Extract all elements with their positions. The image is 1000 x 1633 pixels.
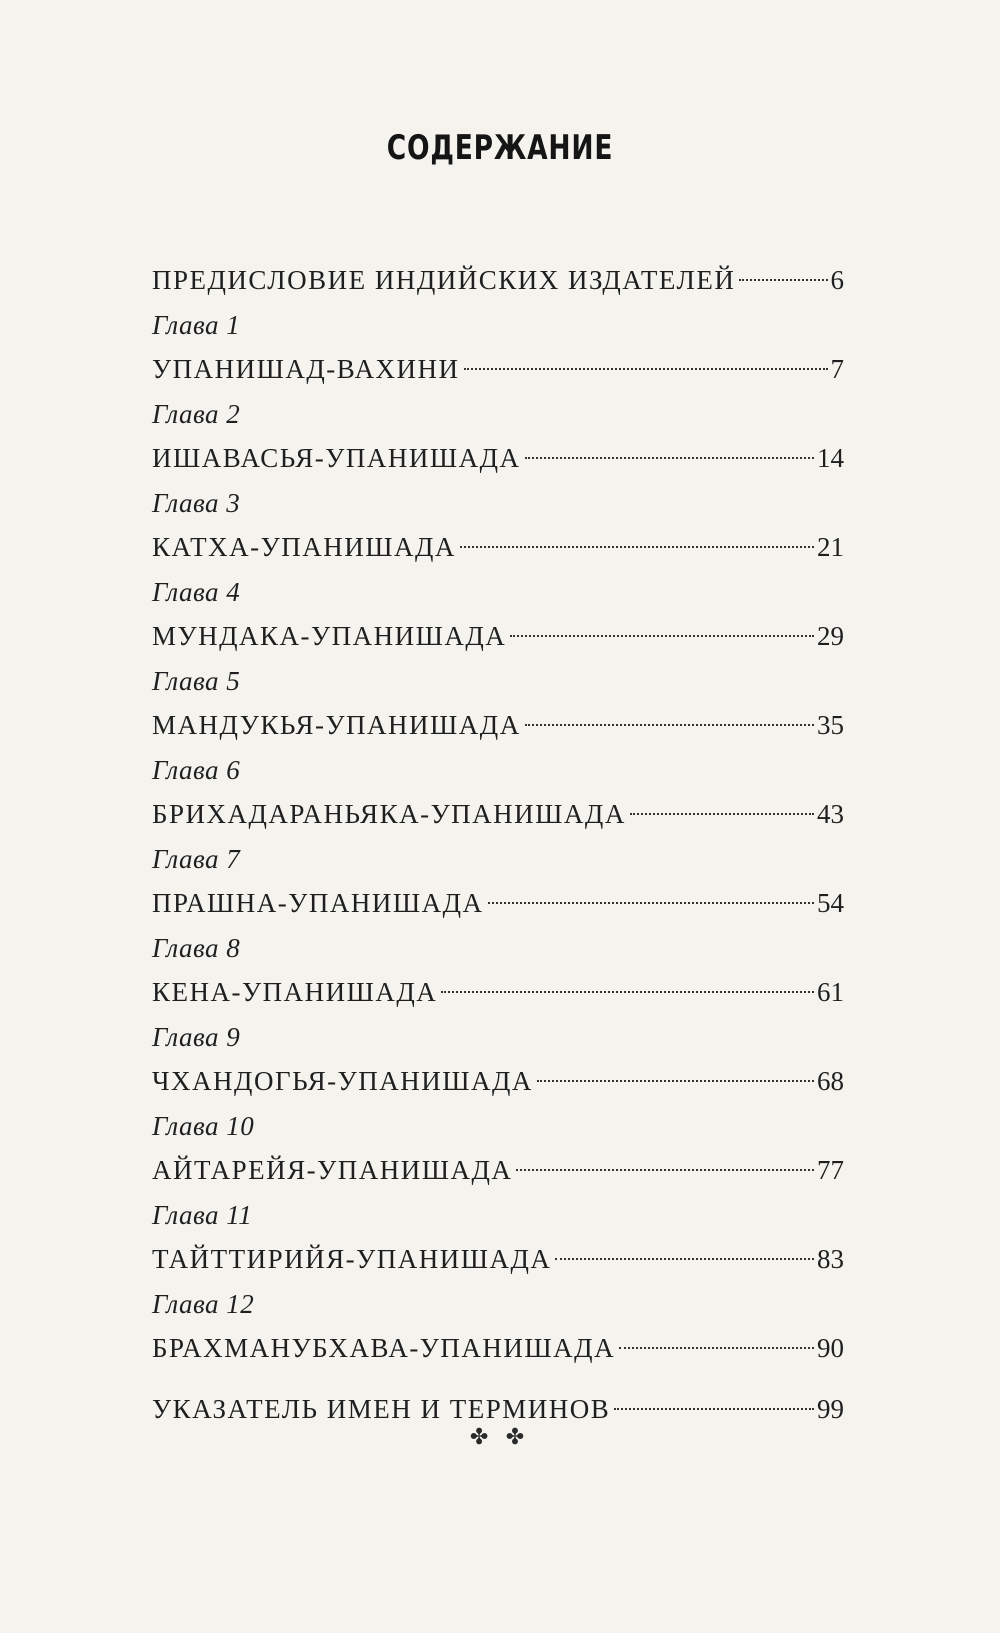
toc-entry-label: МАНДУКЬЯ-УПАНИШАДА xyxy=(152,710,521,740)
toc-entry-label: ПРАШНА-УПАНИШАДА xyxy=(152,888,484,918)
chapter-heading: Глава 5 xyxy=(152,666,241,696)
toc-entry-page: 54 xyxy=(817,888,844,918)
toc-entry-label: КЕНА-УПАНИШАДА xyxy=(152,977,438,1007)
toc-entry-page: 35 xyxy=(817,710,844,740)
toc-entry-page: 29 xyxy=(817,621,844,651)
chapter-heading: Глава 3 xyxy=(152,488,241,518)
toc-entry-label: ЧХАНДОГЬЯ-УПАНИШАДА xyxy=(152,1066,533,1096)
dot-leader xyxy=(619,1347,814,1349)
toc-entry-label: ИШАВАСЬЯ-УПАНИШАДА xyxy=(152,443,521,473)
dot-leader xyxy=(525,457,814,459)
toc-entry-label: УКАЗАТЕЛЬ ИМЕН И ТЕРМИНОВ xyxy=(152,1394,611,1424)
toc-entry-page: 7 xyxy=(830,354,844,384)
dot-leader xyxy=(537,1080,814,1082)
toc-entry-page: 90 xyxy=(817,1333,844,1363)
dot-leader xyxy=(614,1408,814,1410)
toc-entry[interactable] xyxy=(152,881,844,926)
toc-entry-label: БРИХАДАРАНЬЯКА-УПАНИШАДА xyxy=(152,799,626,829)
chapter-heading: Глава 10 xyxy=(152,1111,255,1141)
chapter-heading: Глава 8 xyxy=(152,933,241,963)
toc-entry-page: 14 xyxy=(817,443,844,473)
dot-leader xyxy=(630,813,814,815)
dot-leader xyxy=(441,991,814,993)
toc-entry-label: УПАНИШАД-ВАХИНИ xyxy=(152,354,460,384)
toc-entry-page: 99 xyxy=(817,1394,844,1424)
toc-entry-label: АЙТАРЕЙЯ-УПАНИШАДА xyxy=(152,1155,513,1185)
toc-entry[interactable] xyxy=(152,525,844,570)
page-title: СОДЕРЖАНИЕ xyxy=(386,128,614,168)
table-of-contents xyxy=(152,258,844,1432)
toc-entry-label: МУНДАКА-УПАНИШАДА xyxy=(152,621,507,651)
chapter-heading: Глава 11 xyxy=(152,1200,253,1230)
chapter-heading: Глава 4 xyxy=(152,577,241,607)
toc-entry-page: 61 xyxy=(817,977,844,1007)
toc-entry[interactable] xyxy=(152,1237,844,1282)
toc-entry-page: 83 xyxy=(817,1244,844,1274)
toc-entry-preface[interactable] xyxy=(152,258,844,303)
toc-entry-label: БРАХМАНУБХАВА-УПАНИШАДА xyxy=(152,1333,616,1363)
dot-leader xyxy=(516,1169,814,1171)
toc-entry[interactable] xyxy=(152,347,844,392)
chapter-heading: Глава 9 xyxy=(152,1022,241,1052)
toc-entry-label: ТАЙТТИРИЙЯ-УПАНИШАДА xyxy=(152,1244,552,1274)
toc-entry-page: 68 xyxy=(817,1066,844,1096)
toc-entry-label: КАТХА-УПАНИШАДА xyxy=(152,532,456,562)
chapter-heading: Глава 1 xyxy=(152,310,241,340)
chapter-heading: Глава 2 xyxy=(152,399,241,429)
toc-entry[interactable] xyxy=(152,1148,844,1193)
toc-entry-page: 43 xyxy=(817,799,844,829)
dot-leader xyxy=(739,279,827,281)
dot-leader xyxy=(460,546,814,548)
dot-leader xyxy=(555,1258,814,1260)
toc-entry[interactable] xyxy=(152,970,844,1015)
toc-entry-page: 77 xyxy=(817,1155,844,1185)
toc-entry-page: 21 xyxy=(817,532,844,562)
dot-leader xyxy=(525,724,814,726)
toc-entry[interactable] xyxy=(152,792,844,837)
toc-entry[interactable] xyxy=(152,614,844,659)
ornament-icon: ✤ ✤ xyxy=(469,1424,531,1449)
chapter-heading: Глава 6 xyxy=(152,755,241,785)
chapter-heading: Глава 7 xyxy=(152,844,241,874)
spacer xyxy=(152,1371,844,1387)
dot-leader xyxy=(464,368,828,370)
toc-entry[interactable] xyxy=(152,436,844,481)
toc-entry[interactable] xyxy=(152,1326,844,1371)
toc-entry[interactable] xyxy=(152,1059,844,1104)
toc-entry-label: ПРЕДИСЛОВИЕ ИНДИЙСКИХ ИЗДАТЕЛЕЙ xyxy=(152,265,736,295)
chapter-heading: Глава 12 xyxy=(152,1289,255,1319)
dot-leader xyxy=(510,635,814,637)
toc-entry-page: 6 xyxy=(830,265,844,295)
toc-entry[interactable] xyxy=(152,703,844,748)
dot-leader xyxy=(488,902,814,904)
